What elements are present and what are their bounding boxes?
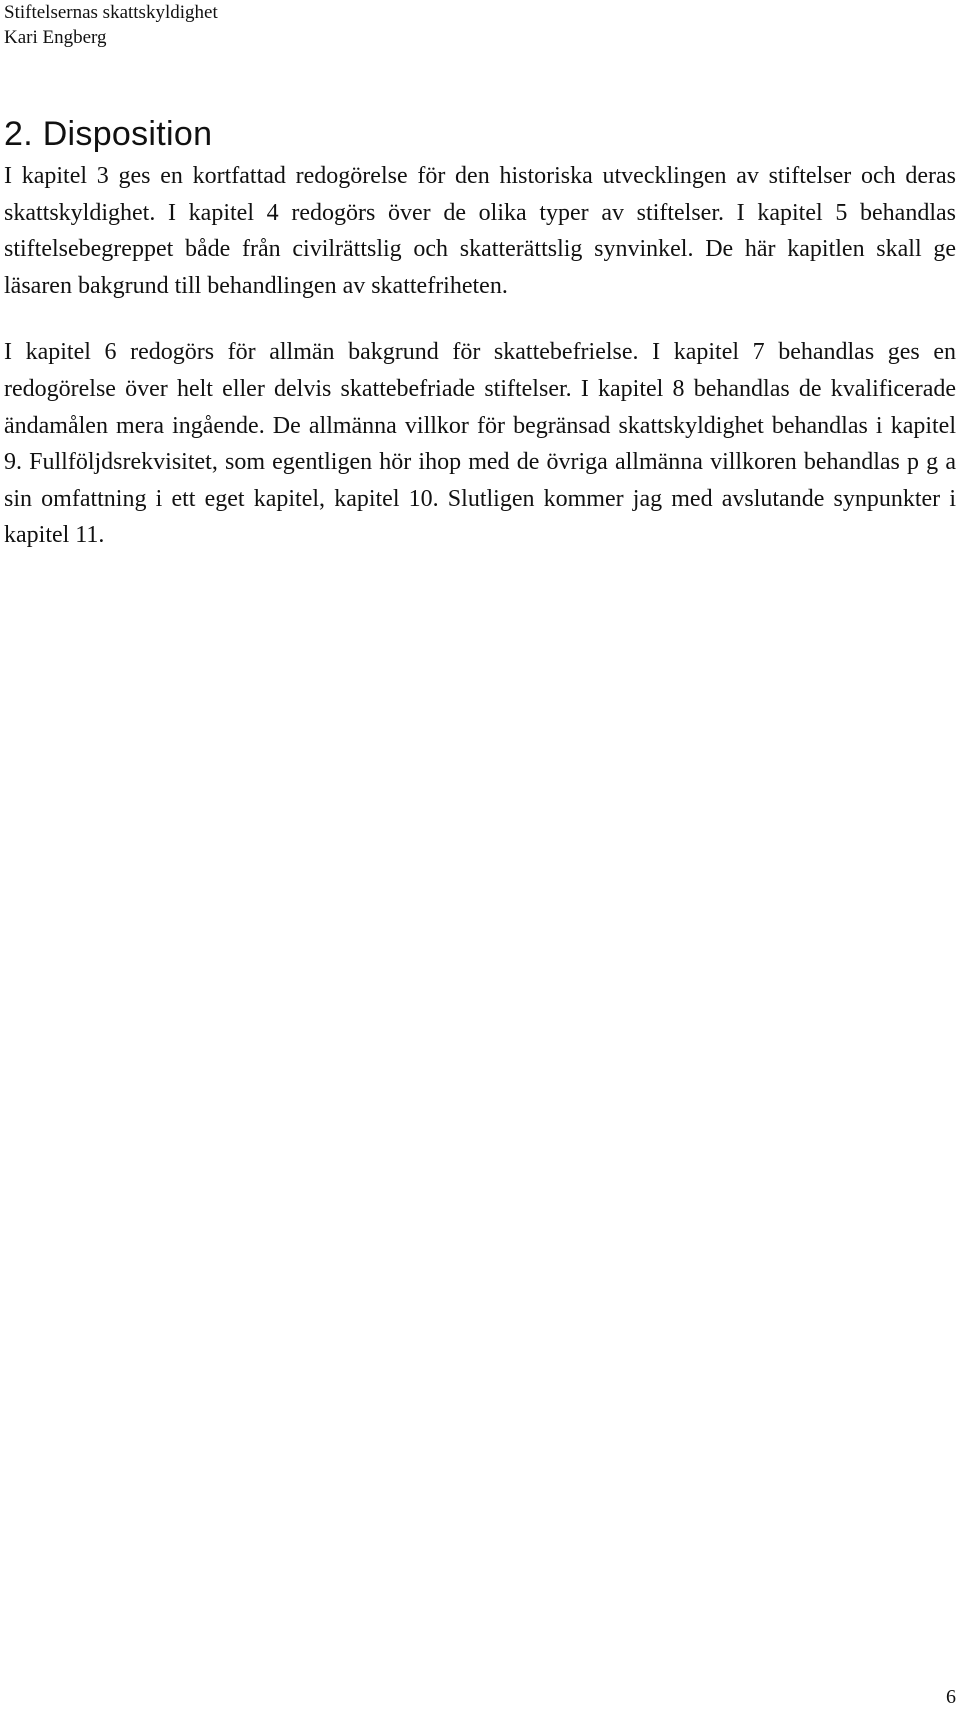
paragraph-1: I kapitel 3 ges en kortfattad redogörelse för den historiska utvecklingen av stiftelser och deras skattskyldighet. I kapitel 4 redogörs över de olika typer av stiftelser. I kapitel 5 behandlas stiftelsebegreppet både från civilrättslig och skatterättslig synvinkel. De här kapitlen skall ge läsaren bakgrund till behandlingen av skattefriheten. xyxy=(4,163,956,299)
section-heading: 2. Disposition xyxy=(4,115,213,153)
author-name: Kari Engberg xyxy=(4,27,107,48)
running-header xyxy=(4,0,218,50)
page-number: 6 xyxy=(946,1686,956,1708)
document-title: Stiftelsernas skattskyldighet xyxy=(4,2,218,23)
paragraph-2: I kapitel 6 redogörs för allmän bakgrund för skattebefrielse. I kapitel 7 behandlas ges en redogörelse över helt eller delvis skattebefriade stiftelser. I kapitel 8 behandlas de kvalificerade ändamålen mera ingående. De allmänna villkor för begränsad skattskyldighet behandlas i kapitel 9. Fullföljdsrekvisitet, som egentligen hör ihop med de övriga allmänna villkoren behandlas p g a sin omfattning i ett eget kapitel, kapitel 10. Slutligen kommer jag med avslutande synpunkter i kapitel 11. xyxy=(4,339,956,549)
page-content xyxy=(4,110,956,554)
